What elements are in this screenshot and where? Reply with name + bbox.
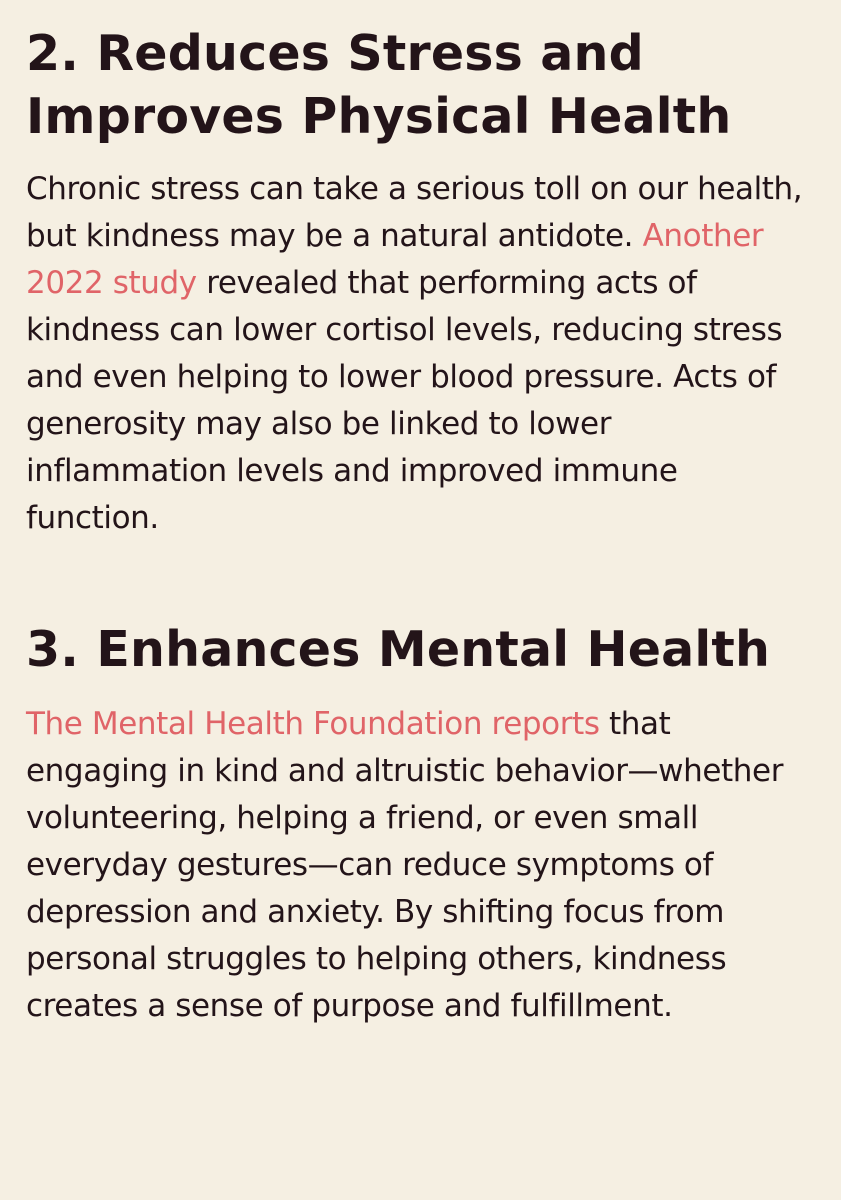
section-paragraph	[26, 166, 817, 542]
section-mental-health	[26, 618, 817, 1030]
paragraph-text: Chronic stress can take a serious toll on our health, but kindness may be a natural antidote.	[26, 171, 803, 254]
section-heading: 3. Enhances Mental Health	[26, 621, 771, 678]
section-heading: 2. Reduces Stress and Improves Physical Health	[26, 25, 732, 145]
study-link[interactable]: Another 2022 study	[26, 218, 764, 301]
foundation-link[interactable]: The Mental Health Foundation reports	[26, 706, 600, 742]
paragraph-text: revealed that performing acts of kindness can lower cortisol levels, reducing stress and even helping to lower blood pressure. Acts of generosity may also be linked to lower inflammation levels and improved immune function.	[26, 265, 783, 536]
section-reduces-stress	[26, 22, 817, 542]
paragraph-text: that engaging in kind and altruistic behavior—whether volunteering, helping a friend, or even small everyday gestures—can reduce symptoms of depression and anxiety. By shifting focus from personal struggles to helping others, kindness creates a sense of purpose and fulfillment.	[26, 706, 784, 1024]
section-paragraph	[26, 701, 817, 1030]
